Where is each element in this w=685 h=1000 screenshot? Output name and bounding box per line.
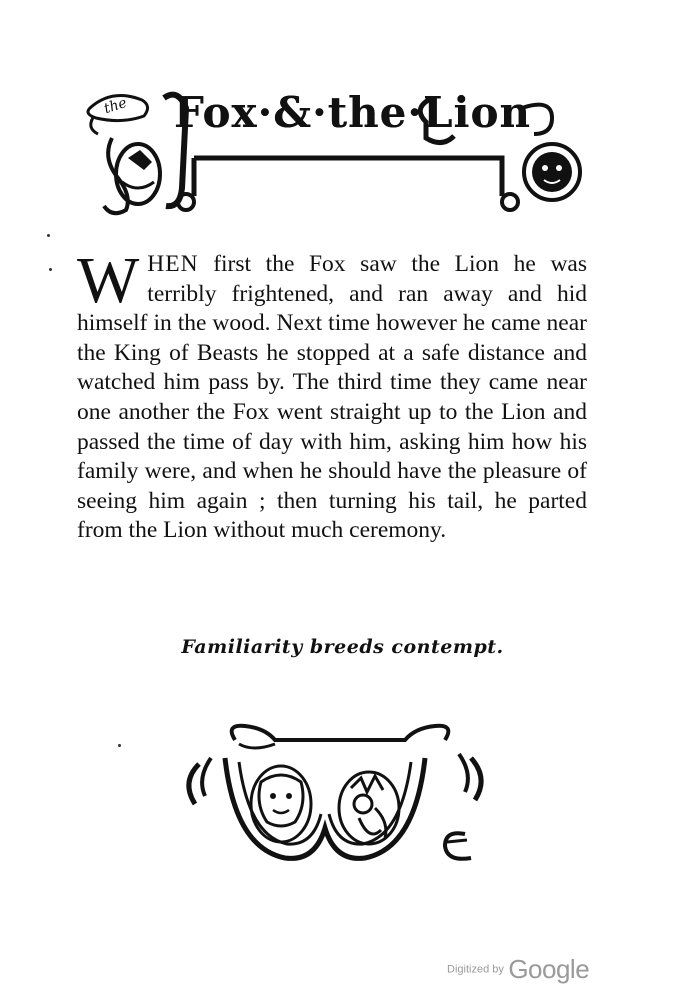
speck xyxy=(47,234,50,237)
story-paragraph xyxy=(77,244,587,546)
moral: Familiarity breeds contempt. xyxy=(181,636,504,658)
we-ornament-graphic xyxy=(175,718,495,878)
digitized-by-label: Digitized by xyxy=(447,963,504,976)
drop-cap: W xyxy=(77,244,140,317)
title-the: the xyxy=(102,94,129,118)
digitized-by-google-watermark xyxy=(447,954,589,985)
first-word: HEN xyxy=(147,251,199,277)
title-ornament xyxy=(82,78,602,228)
speck xyxy=(49,268,52,271)
page-title: Fox·&·the·Lion xyxy=(174,88,532,137)
story-text: first the Fox saw the Lion he was terribly frightened, and ran away and hid himself in the wood. Next time however he came near the King of Beasts he stopped at a safe distance and watched him pass by. The third time they came near one another the Fox went straight up to the Lion and passed the time of day with him, asking him how his family were, and when he should have the pleasure of seeing him again ; then turning his tail, he parted from the Lion without much ceremony. xyxy=(77,251,587,544)
we-ornament xyxy=(175,718,495,878)
speck xyxy=(118,744,121,747)
google-logo: Google xyxy=(508,954,590,984)
